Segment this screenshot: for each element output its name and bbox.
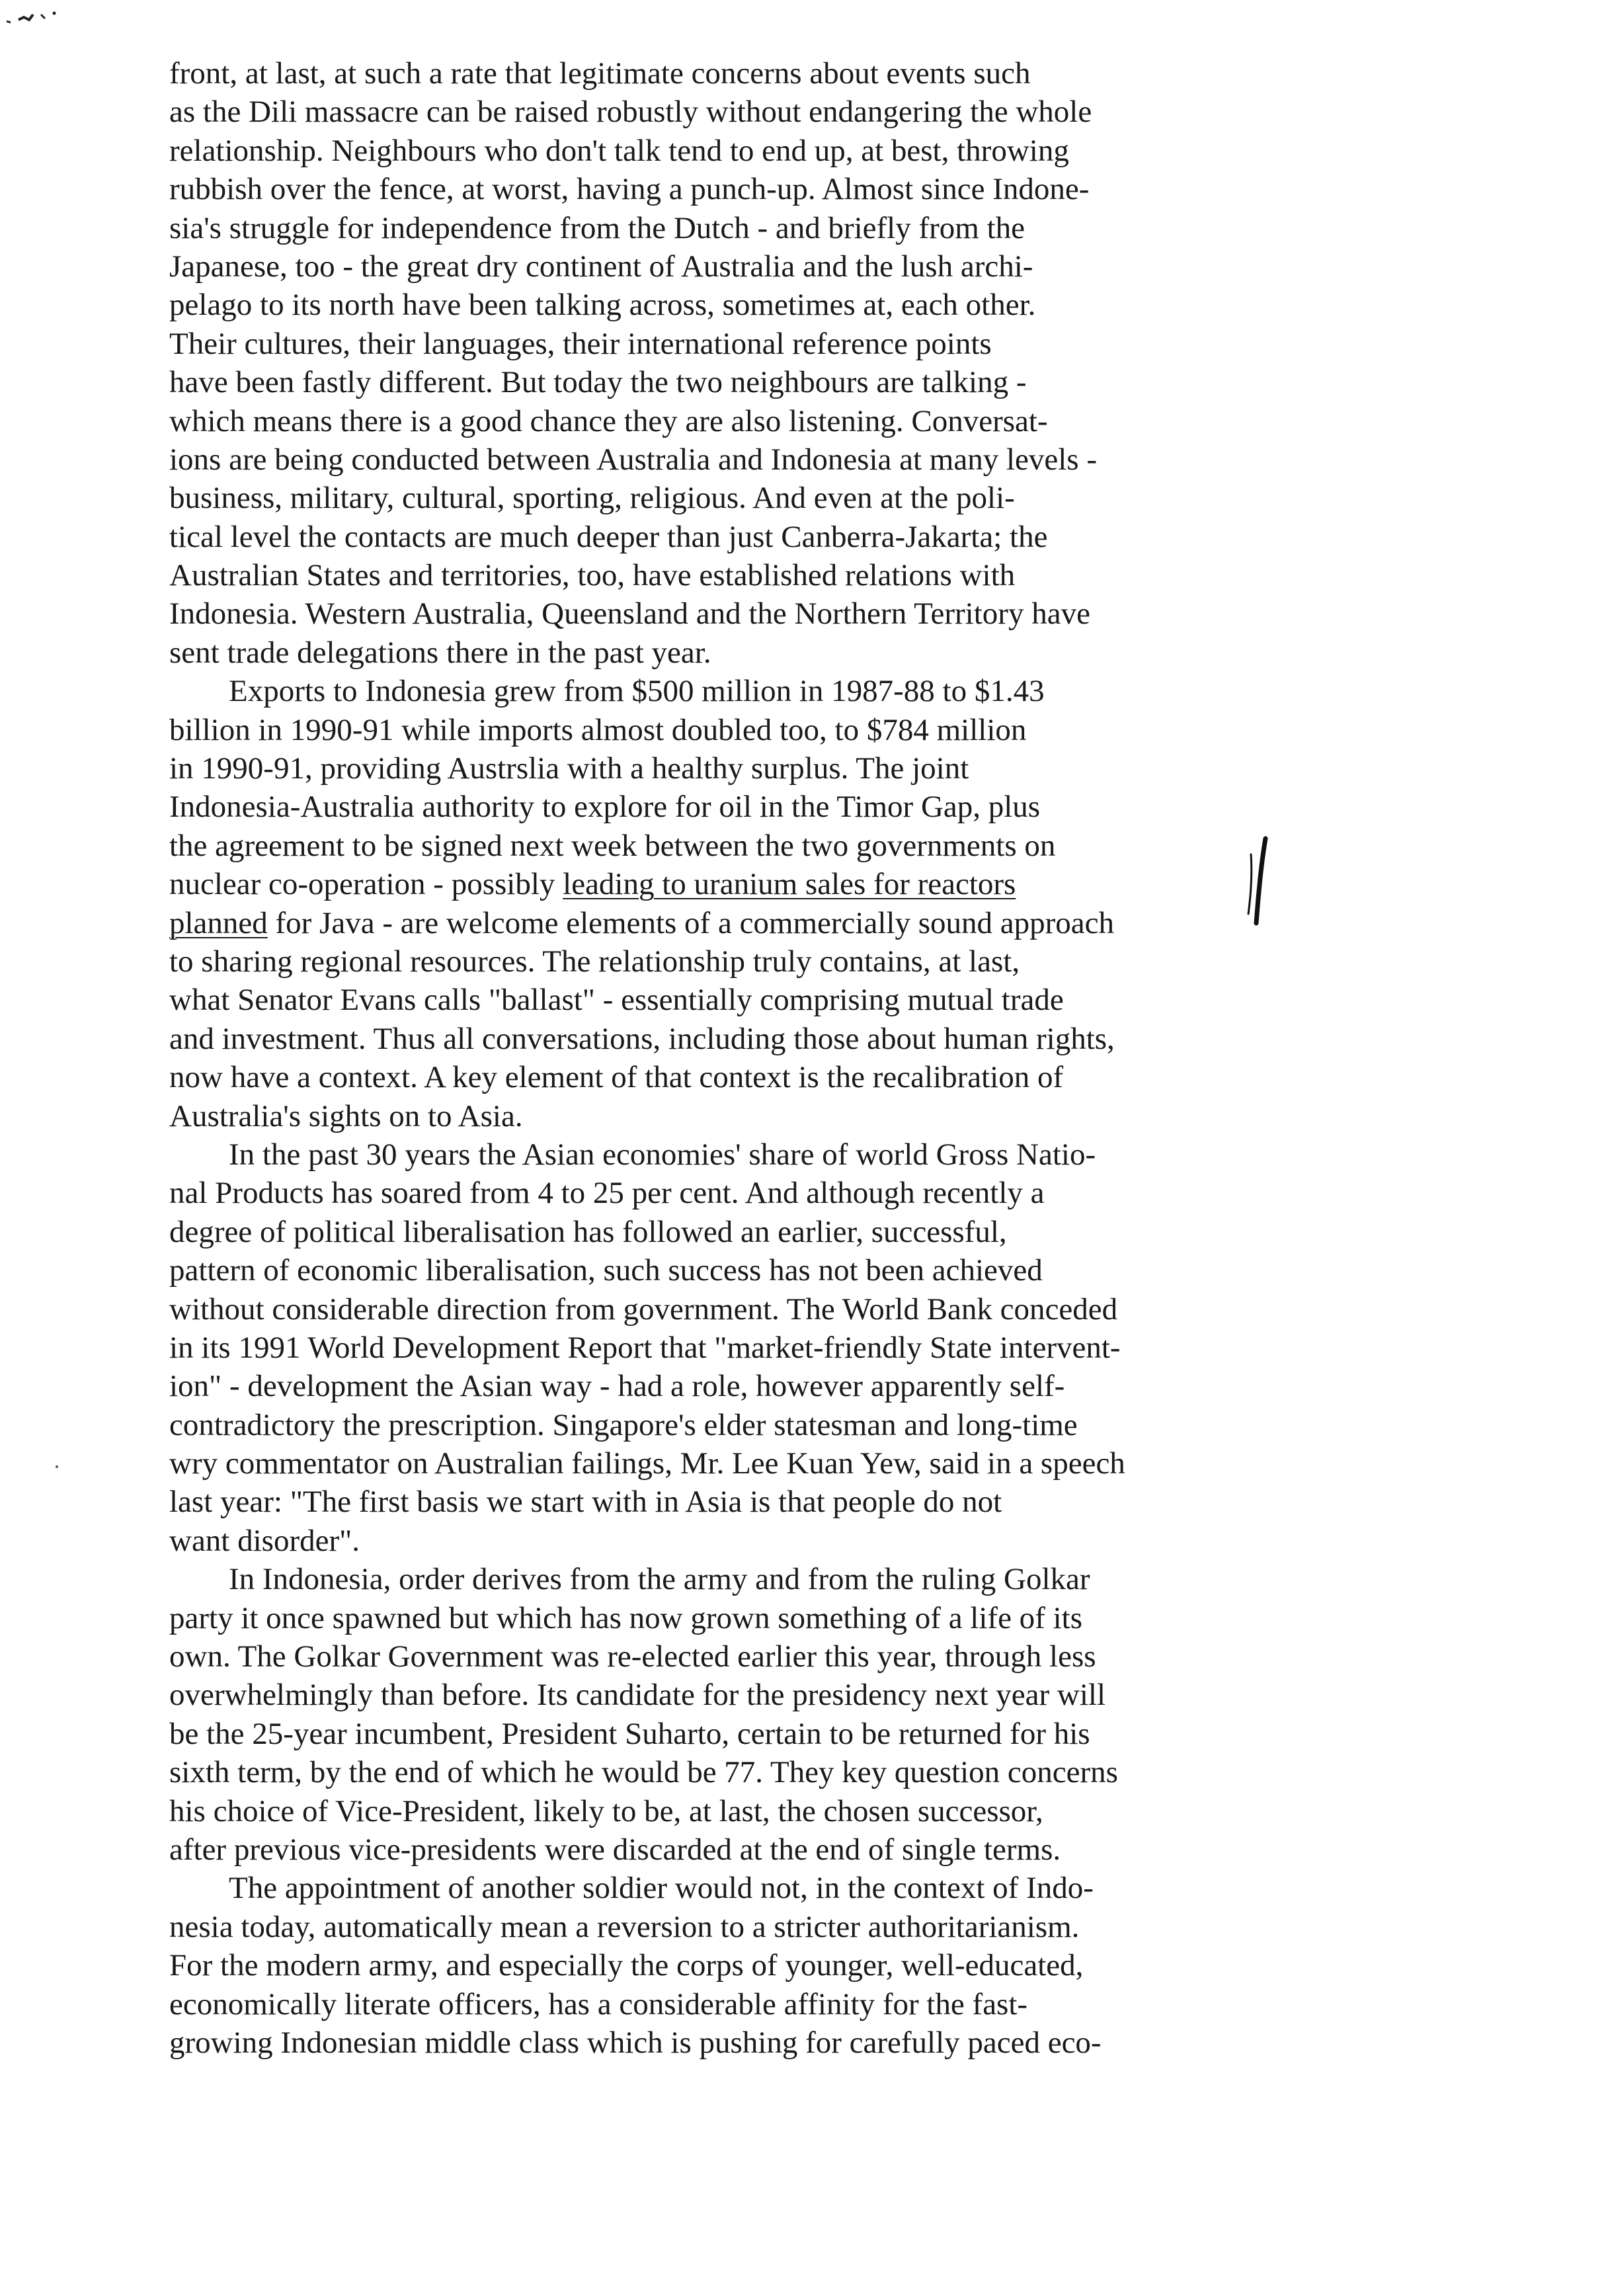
text-line xyxy=(169,634,1254,672)
text-line xyxy=(169,363,1254,401)
text-line xyxy=(169,402,1254,440)
text-line-segment: in 1990-91, providing Austrslia with a healthy surplus. The joint xyxy=(169,751,969,786)
text-line-segment: nesia today, automatically mean a reversion to a stricter authoritarianism. xyxy=(169,1909,1080,1944)
text-line xyxy=(169,54,1254,93)
text-line xyxy=(169,1483,1254,1521)
text-line xyxy=(169,1985,1254,2024)
text-line xyxy=(169,1908,1254,1946)
text-line xyxy=(169,1329,1254,1367)
text-line-segment: tical level the contacts are much deeper than just Canberra-Jakarta; the xyxy=(169,519,1048,554)
text-line-segment: as the Dili massacre can be raised robustly without endangering the whole xyxy=(169,95,1092,130)
text-line-segment: party it once spawned but which has now grown something of a life of its xyxy=(169,1600,1082,1635)
text-line xyxy=(169,1367,1254,1405)
text-line xyxy=(169,981,1254,1019)
text-line-segment: pattern of economic liberalisation, such success has not been achieved xyxy=(169,1253,1043,1288)
text-line-segment: business, military, cultural, sporting, religious. And even at the poli- xyxy=(169,481,1015,516)
text-line xyxy=(169,479,1254,517)
text-line xyxy=(169,2024,1254,2062)
text-line xyxy=(169,904,1254,942)
text-line xyxy=(169,1251,1254,1290)
text-line xyxy=(169,865,1254,903)
text-line-segment: sia's struggle for independence from the Dutch - and briefly from the xyxy=(169,210,1025,245)
text-line xyxy=(169,942,1254,981)
text-line-segment: after previous vice-presidents were discarded at the end of single terms. xyxy=(169,1832,1061,1867)
text-line xyxy=(169,1560,1254,1598)
text-line-segment: ion" - development the Asian way - had a role, however apparently self- xyxy=(169,1369,1065,1404)
text-line-segment: Exports to Indonesia grew from $500 million in 1987-88 to $1.43 xyxy=(229,674,1045,709)
text-line-segment: what Senator Evans calls "ballast" - essentially comprising mutual trade xyxy=(169,983,1064,1018)
text-line-segment: sent trade delegations there in the past year. xyxy=(169,635,711,670)
text-line xyxy=(169,1946,1254,1985)
text-line-segment: nal Products has soared from 4 to 25 per cent. And although recently a xyxy=(169,1176,1045,1211)
text-line-segment: be the 25-year incumbent, President Suharto, certain to be returned for his xyxy=(169,1716,1090,1751)
text-line xyxy=(169,1174,1254,1212)
text-line xyxy=(169,1020,1254,1058)
text-line-segment: Indonesia. Western Australia, Queensland and the Northern Territory have xyxy=(169,596,1090,632)
text-line-segment: last year: "The first basis we start with in Asia is that people do not xyxy=(169,1485,1002,1520)
text-line xyxy=(169,247,1254,286)
text-line-segment: Australian States and territories, too, have established relations with xyxy=(169,558,1016,593)
text-line xyxy=(169,1522,1254,1560)
text-line-segment: now have a context. A key element of that context is the recalibration of xyxy=(169,1060,1064,1095)
text-line-segment: nuclear co-operation - possibly xyxy=(169,867,563,902)
text-line-segment: Indonesia-Australia authority to explore for oil in the Timor Gap, plus xyxy=(169,790,1041,825)
text-line xyxy=(169,93,1254,131)
text-line xyxy=(169,170,1254,208)
text-line-segment: without considerable direction from government. The World Bank conceded xyxy=(169,1292,1118,1327)
text-line xyxy=(169,1637,1254,1676)
corner-scribble-mark xyxy=(4,7,70,33)
text-line-segment: want disorder". xyxy=(169,1523,360,1558)
underlined-phrase: leading to uranium sales for reactors xyxy=(563,867,1016,902)
text-line xyxy=(169,1406,1254,1444)
text-line-segment: billion in 1990-91 while imports almost doubled too, to $784 million xyxy=(169,712,1027,747)
text-line-segment: growing Indonesian middle class which is pushing for carefully paced eco- xyxy=(169,2025,1102,2060)
text-line xyxy=(169,325,1254,363)
text-line xyxy=(169,1135,1254,1174)
text-line xyxy=(169,1599,1254,1637)
text-line-segment: The appointment of another soldier would not, in the context of Indo- xyxy=(229,1871,1094,1906)
text-line-segment: Australia's sights on to Asia. xyxy=(169,1098,523,1133)
text-line xyxy=(169,827,1254,865)
underlined-phrase: planned xyxy=(169,905,268,940)
body-text xyxy=(169,54,1254,2062)
text-line-segment: economically literate officers, has a considerable affinity for the fast- xyxy=(169,1987,1028,2022)
text-line-segment: relationship. Neighbours who don't talk tend to end up, at best, throwing xyxy=(169,133,1069,168)
text-line xyxy=(169,1792,1254,1830)
text-line xyxy=(169,1213,1254,1251)
text-line-segment: which means there is a good chance they are also listening. Conversat- xyxy=(169,403,1048,438)
text-line-segment: in its 1991 World Development Report that "market-friendly State intervent- xyxy=(169,1330,1121,1365)
text-line-segment: pelago to its north have been talking across, sometimes at, each other. xyxy=(169,288,1036,323)
text-line xyxy=(169,788,1254,826)
text-line-segment: wry commentator on Australian failings, Mr. Lee Kuan Yew, said in a speech xyxy=(169,1446,1125,1481)
text-line xyxy=(169,440,1254,479)
text-line xyxy=(169,1753,1254,1791)
text-line-segment: for Java - are welcome elements of a commercially sound approach xyxy=(267,905,1114,940)
text-line xyxy=(169,1676,1254,1714)
text-line-segment: ions are being conducted between Australia and Indonesia at many levels - xyxy=(169,442,1098,477)
stray-dot-mark xyxy=(56,1465,58,1468)
text-line-segment: the agreement to be signed next week between the two governments on xyxy=(169,828,1056,863)
text-line-segment: overwhelmingly than before. Its candidate for the presidency next year will xyxy=(169,1678,1106,1713)
text-line xyxy=(169,286,1254,324)
text-line xyxy=(169,711,1254,749)
text-line xyxy=(169,1290,1254,1329)
text-line xyxy=(169,1869,1254,1907)
text-line xyxy=(169,209,1254,247)
text-line-segment: have been fastly different. But today the two neighbours are talking - xyxy=(169,365,1027,400)
text-line-segment: In Indonesia, order derives from the army and from the ruling Golkar xyxy=(229,1562,1090,1597)
text-line-segment: own. The Golkar Government was re-elected earlier this year, through less xyxy=(169,1639,1096,1674)
text-line-segment: his choice of Vice-President, likely to be, at last, the chosen successor, xyxy=(169,1793,1043,1828)
text-line-segment: degree of political liberalisation has followed an earlier, successful, xyxy=(169,1214,1007,1249)
text-line xyxy=(169,1715,1254,1753)
text-line xyxy=(169,672,1254,710)
text-line-segment: to sharing regional resources. The relationship truly contains, at last, xyxy=(169,944,1020,979)
text-line-segment: front, at last, at such a rate that legitimate concerns about events such xyxy=(169,56,1031,91)
text-line xyxy=(169,1444,1254,1483)
text-line xyxy=(169,1830,1254,1869)
text-line xyxy=(169,594,1254,633)
text-line-segment: In the past 30 years the Asian economies' share of world Gross Natio- xyxy=(229,1137,1096,1172)
text-line xyxy=(169,556,1254,594)
text-line-segment: contradictory the prescription. Singapore's elder statesman and long-time xyxy=(169,1407,1078,1442)
text-line-segment: rubbish over the fence, at worst, having a punch-up. Almost since Indone- xyxy=(169,172,1090,207)
text-line-segment: Their cultures, their languages, their international reference points xyxy=(169,326,992,361)
text-line-segment: sixth term, by the end of which he would be 77. They key question concerns xyxy=(169,1755,1118,1790)
text-line xyxy=(169,1058,1254,1096)
margin-handwritten-mark xyxy=(1242,835,1275,927)
text-line xyxy=(169,518,1254,556)
text-line-segment: and investment. Thus all conversations, including those about human rights, xyxy=(169,1021,1115,1056)
text-line xyxy=(169,132,1254,170)
text-line xyxy=(169,1097,1254,1135)
text-line xyxy=(169,749,1254,788)
text-line-segment: Japanese, too - the great dry continent of Australia and the lush archi- xyxy=(169,249,1033,284)
text-line-segment: For the modern army, and especially the corps of younger, well-educated, xyxy=(169,1948,1084,1983)
